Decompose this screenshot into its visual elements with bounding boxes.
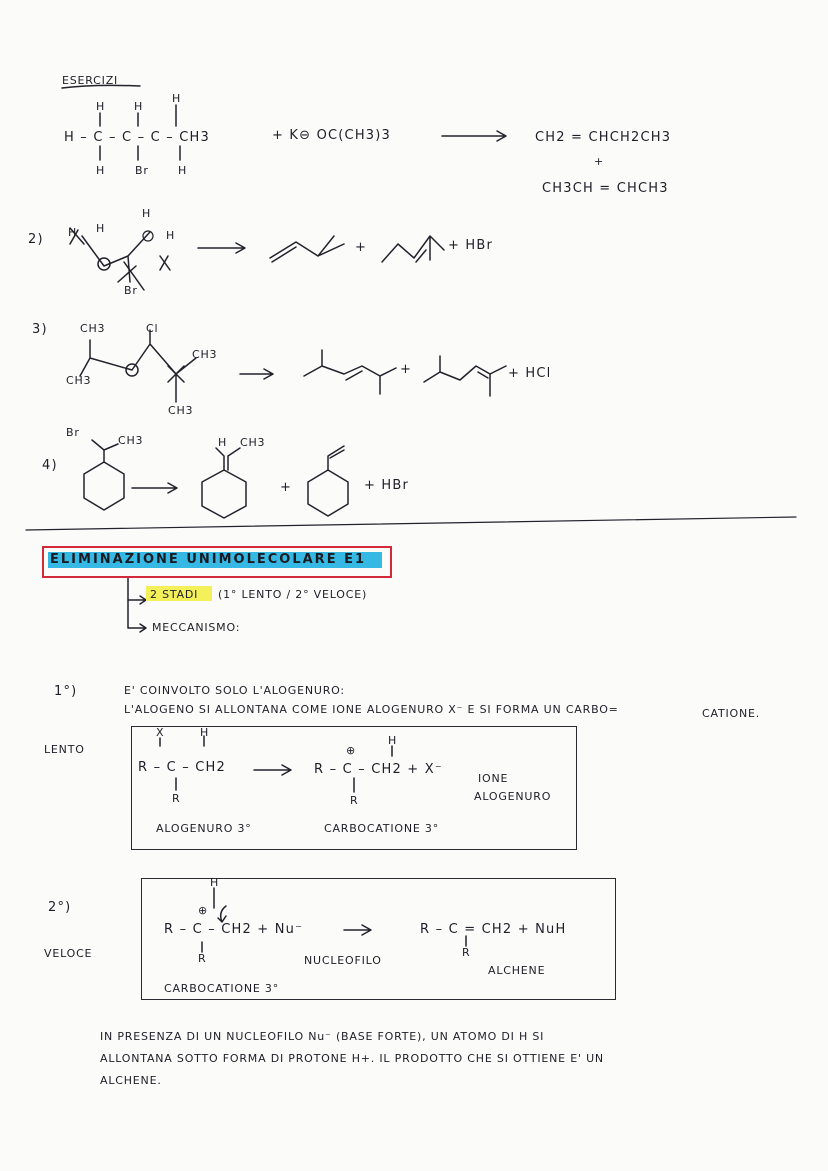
ex4-product-1-exocyclic	[216, 448, 240, 470]
step1-speed: LENTO	[44, 743, 85, 756]
step2-reactant-h: H	[210, 876, 220, 889]
step1-label-product: CARBOCATIONE 3°	[324, 822, 440, 835]
ex1-top-h3: H	[172, 92, 182, 105]
ex1-bottom-br: Br	[135, 164, 149, 177]
ex1-product-1: CH2 = CHCH2CH3	[535, 130, 672, 145]
ex4-br: Br	[66, 426, 80, 439]
ex2-h-4: H	[166, 229, 176, 242]
step2-label-alkene: ALCHENE	[488, 964, 546, 977]
ex4-substituent	[92, 440, 118, 462]
ex3-product-1	[304, 350, 396, 394]
ex2-cross-br	[118, 262, 144, 290]
section-divider	[26, 517, 796, 530]
ex3-plus: +	[400, 362, 413, 377]
ex2-br: Br	[124, 284, 138, 297]
step1-product-r: R	[350, 794, 359, 807]
ex3-product-2-double	[478, 372, 488, 378]
step1-line1: E' COINVOLTO SOLO L'ALOGENURO:	[124, 684, 345, 697]
step2-reactant: R – C – CH2 + Nu⁻	[164, 922, 304, 937]
step2-label-nucleophile: NUCLEOFILO	[304, 954, 382, 967]
point-1-rest: (1° LENTO / 2° VELOCE)	[218, 588, 368, 601]
ex3-ch3-4: CH3	[168, 404, 194, 417]
bullet-arrow-1	[128, 578, 146, 604]
exercises-heading: ESERCIZI	[62, 74, 119, 87]
ex2-skeleton	[82, 232, 150, 266]
step1-reactant-x: X	[156, 726, 165, 739]
ex2-h-2: H	[96, 222, 106, 235]
conclusion-line-2: ALLONTANA SOTTO FORMA DI PROTONE H+. IL PRODOTTO CHE SI OTTIENE E' UN	[100, 1052, 604, 1065]
step1-reactant: R – C – CH2	[138, 760, 226, 775]
ex2-byproduct: + HBr	[448, 238, 494, 253]
step2-product-r: R	[462, 946, 471, 959]
step1-line2: L'ALOGENO SI ALLONTANA COME IONE ALOGENURO X⁻ E SI FORMA UN CARBO=	[124, 703, 619, 716]
ex2-arrow	[198, 243, 245, 253]
step1-product-h: H	[388, 734, 398, 747]
step2-number: 2°)	[48, 900, 72, 915]
ex1-chain: H – C – C – C – CH3	[64, 130, 210, 145]
ex3-arrow	[240, 369, 273, 379]
step2-label-carbocation: CARBOCATIONE 3°	[164, 982, 280, 995]
bullet-arrow-2	[128, 600, 146, 632]
ex4-ch3: CH3	[118, 434, 144, 447]
ex1-product-2: CH3CH = CHCH3	[542, 181, 669, 196]
ex3-skeleton	[80, 330, 196, 402]
conclusion-line-3: ALCHENE.	[100, 1074, 162, 1087]
step2-product: R – C = CH2 + NuH	[420, 922, 567, 937]
ex2-product-2-double	[416, 250, 426, 262]
step1-line3: CATIONE.	[702, 707, 761, 720]
ex4-plus: +	[280, 480, 293, 495]
ex1-arrow	[442, 131, 506, 141]
step1-product-charge: ⊕	[346, 744, 357, 757]
ex2-product-1	[270, 236, 344, 258]
step1-ion-label-1: IONE	[478, 772, 509, 785]
ex1-bottom-h3: H	[178, 164, 188, 177]
step2-reactant-r: R	[198, 952, 207, 965]
ex4-number: 4)	[42, 458, 58, 473]
ex4-product-2-ring	[308, 470, 348, 516]
ex2-h-3: H	[142, 207, 152, 220]
ex2-h-1: H	[68, 226, 78, 239]
heading-underline	[62, 85, 140, 88]
conclusion-line-1: IN PRESENZA DI UN NUCLEOFILO Nu⁻ (BASE FORTE), UN ATOMO DI H SI	[100, 1030, 545, 1043]
step1-label-reactant: ALOGENURO 3°	[156, 822, 252, 835]
ex4-arrow	[132, 483, 177, 493]
step1-ion-label-2: ALOGENURO	[474, 790, 552, 803]
ex3-ch3-2: CH3	[66, 374, 92, 387]
ex1-top-h2: H	[134, 100, 144, 113]
ex4-ring	[84, 462, 124, 510]
step1-number: 1°)	[54, 684, 78, 699]
ex3-product-2	[424, 356, 506, 396]
ex2-plus: +	[355, 240, 368, 255]
ex2-product-2	[382, 236, 444, 262]
ex1-bonds	[100, 105, 180, 160]
ex1-bottom-h1: H	[96, 164, 106, 177]
step1-reactant-r: R	[172, 792, 181, 805]
ex4-product-2-vinyl	[328, 446, 344, 470]
ex1-reagent: + K⊖ OC(CH3)3	[272, 128, 392, 143]
ex4-product-ch3: CH3	[240, 436, 266, 449]
point-1-highlight: 2 STADI	[150, 588, 199, 601]
ex3-cl: Cl	[146, 322, 159, 335]
step2-speed: VELOCE	[44, 947, 93, 960]
ex4-product-1-ring	[202, 470, 246, 518]
ex3-byproduct: + HCl	[508, 366, 552, 381]
ex3-ch3-1: CH3	[80, 322, 106, 335]
ex2-number: 2)	[28, 232, 44, 247]
point-2: MECCANISMO:	[152, 621, 241, 634]
ex1-top-h1: H	[96, 100, 106, 113]
section-title: ELIMINAZIONE UNIMOLECOLARE E1	[50, 552, 367, 567]
step1-product: R – C – CH2 + X⁻	[314, 762, 443, 777]
ex2-circled-carbon-2	[143, 231, 153, 241]
step2-reactant-charge: ⊕	[198, 904, 209, 917]
step1-reactant-h: H	[200, 726, 210, 739]
ex2-cross-2	[160, 256, 170, 270]
ex3-number: 3)	[32, 322, 48, 337]
ex3-ch3-3: CH3	[192, 348, 218, 361]
ex4-byproduct: + HBr	[364, 478, 410, 493]
ex1-plus: +	[594, 155, 605, 168]
ex4-product-h: H	[218, 436, 228, 449]
